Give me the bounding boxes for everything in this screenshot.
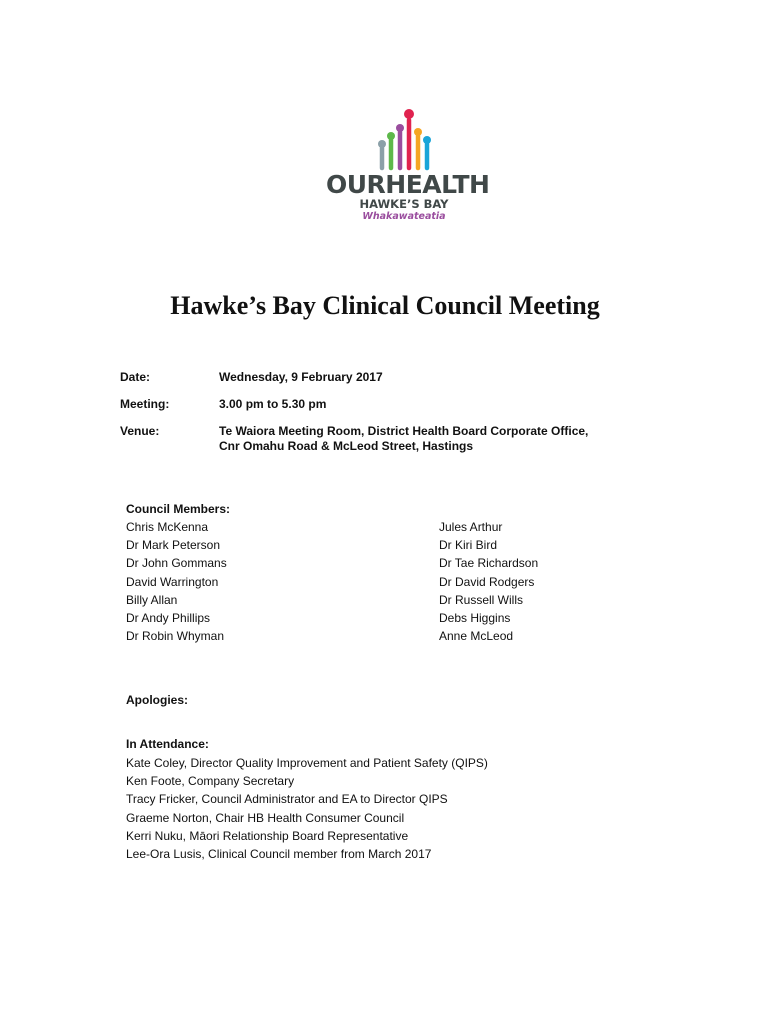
list-item: Dr Tae Richardson <box>439 556 539 571</box>
council-members-heading: Council Members: <box>126 502 231 516</box>
meeting-time-value: 3.00 pm to 5.30 pm <box>219 397 327 411</box>
document-title: Hawke’s Bay Clinical Council Meeting <box>170 291 600 320</box>
ourhealth-logo <box>326 106 490 226</box>
logo-subtitle: HAWKE’S BAY <box>359 197 449 211</box>
in-attendance-list <box>126 754 488 863</box>
list-item: Debs Higgins <box>439 610 511 625</box>
list-item: Tracy Fricker, Council Administrator and EA to Director QIPS <box>126 792 448 807</box>
list-item: Dr Andy Phillips <box>126 610 211 625</box>
list-item: Chris McKenna <box>126 520 209 534</box>
venue-line-2: Cnr Omahu Road & McLeod Street, Hastings <box>219 439 474 453</box>
list-item: Graeme Norton, Chair HB Health Consumer Council <box>126 810 405 825</box>
list-item: Kerri Nuku, Māori Relationship Board Representative <box>126 828 409 843</box>
list-item: Dr David Rodgers <box>439 574 535 589</box>
list-item: David Warrington <box>126 574 219 589</box>
list-item: Ken Foote, Company Secretary <box>126 774 295 789</box>
list-item: Dr Kiri Bird <box>439 538 498 553</box>
list-item: Dr Robin Whyman <box>126 629 225 644</box>
list-item: Billy Allan <box>126 592 178 607</box>
list-item: Dr John Gommans <box>126 556 227 571</box>
council-members-right-list <box>439 518 538 645</box>
list-item: Dr Mark Peterson <box>126 538 221 553</box>
meeting-time-label: Meeting: <box>120 397 170 411</box>
logo-maori-text: Whakawateatia <box>362 211 446 222</box>
list-item: Dr Russell Wills <box>439 592 523 607</box>
date-value: Wednesday, 9 February 2017 <box>219 370 383 384</box>
list-item: Anne McLeod <box>439 629 514 644</box>
venue-line-1: Te Waiora Meeting Room, District Health Board Corporate Office, <box>219 424 589 438</box>
date-label: Date: <box>120 370 151 384</box>
list-item: Lee-Ora Lusis, Clinical Council member from March 2017 <box>126 846 432 861</box>
in-attendance-heading: In Attendance: <box>126 737 209 751</box>
logo-wordmark: OURHEALTH <box>326 170 490 199</box>
list-item: Kate Coley, Director Quality Improvement and Patient Safety (QIPS) <box>126 756 488 770</box>
council-members-left-list <box>126 518 227 645</box>
apologies-heading: Apologies: <box>126 693 188 707</box>
list-item: Jules Arthur <box>439 520 503 534</box>
ourhealth-figures-icon <box>376 106 436 172</box>
venue-label: Venue: <box>120 424 160 438</box>
